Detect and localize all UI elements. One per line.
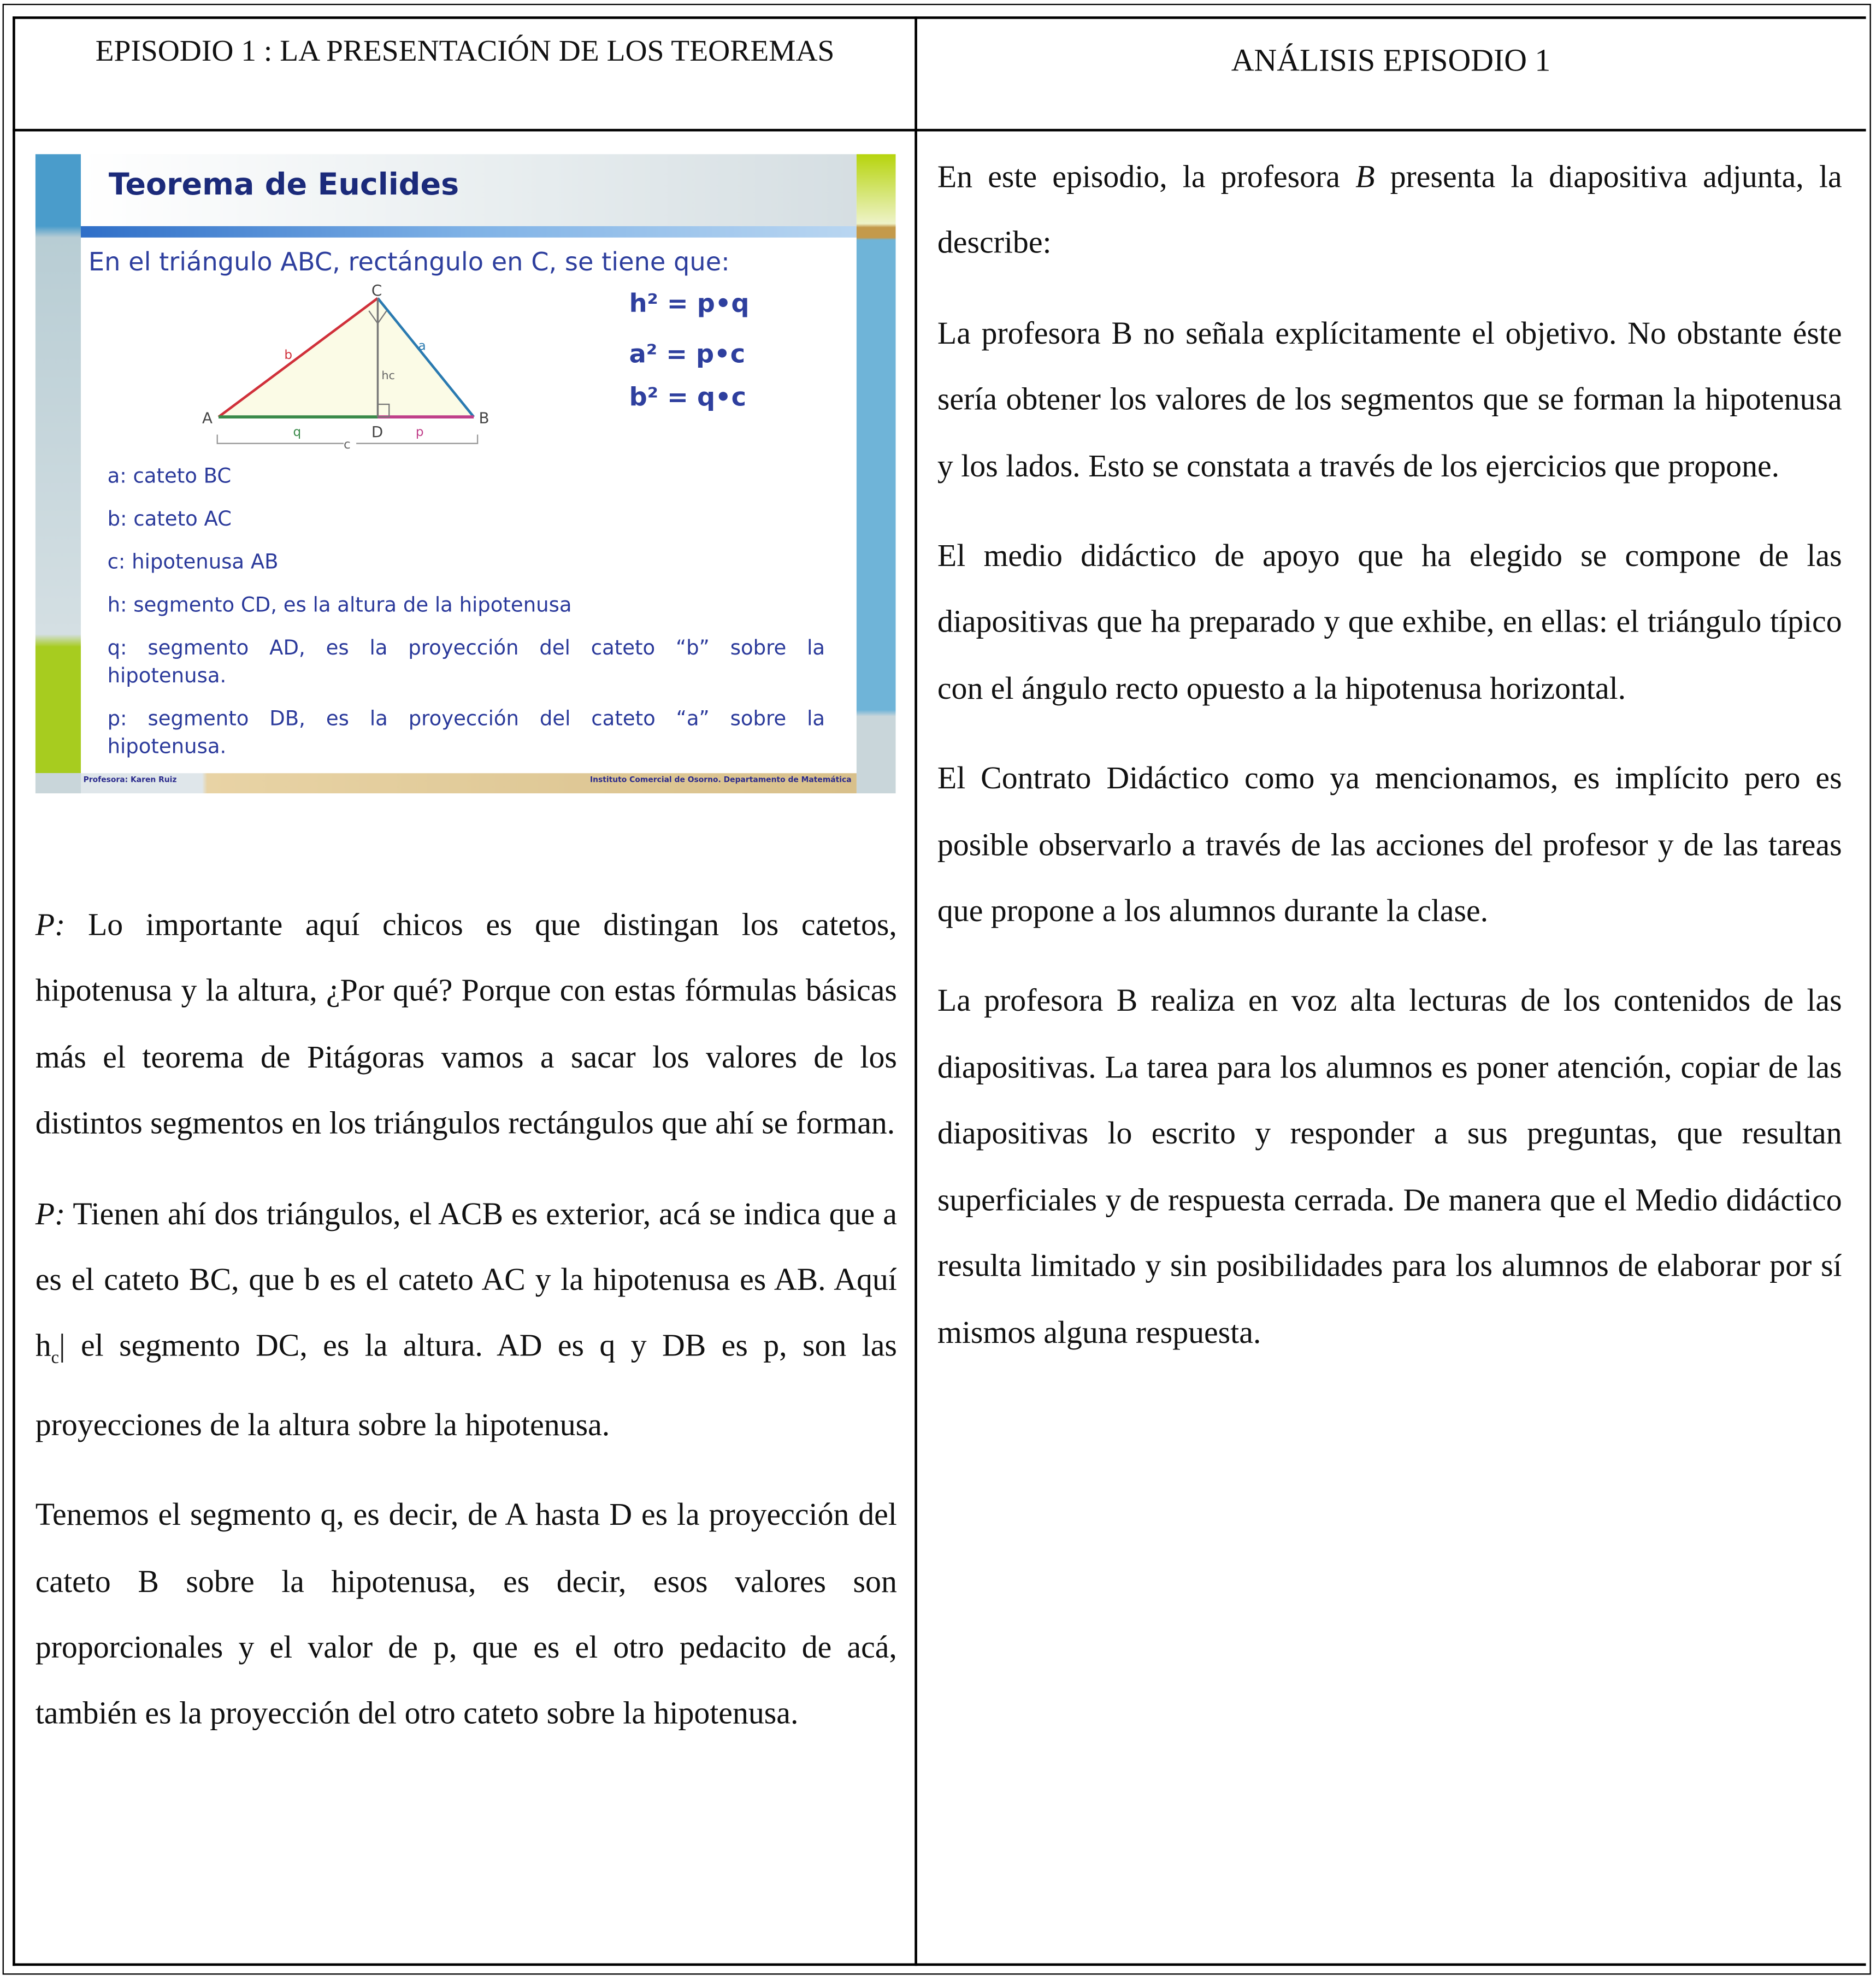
analysis-paragraph-3: El medio didáctico de apoyo que ha elegido se compone de las diapositivas que ha preparado y que exhibe, en ellas: el triángulo típico con el ángulo recto opuesto a la hipotenusa horizontal.	[937, 539, 1842, 706]
transcript-paragraph-3: Tenemos el segmento q, es decir, de A hasta D es la proyección del cateto B sobre la hipotenusa, es decir, esos valores son proporcionales y el valor de p, que es el otro pedacito de acá, también es la proyección del otro cateto sobre la hipotenusa.	[35, 1499, 897, 1732]
label-B: B	[479, 409, 489, 427]
paragraph-text: | el segmento DC, es la altura. AD es q y DB es p, son las proyecciones de la altura sobre la hipotenusa.	[35, 1329, 897, 1443]
paragraph-text: Lo importante aquí chicos es que distingan los catetos, hipotenusa y la altura, ¿Por qué? Porque con estas fórmulas básicas más el teorema de Pitágoras vamos a sacar los valores de los distintos segmentos en los triángulos rectángulos que ahí se forman.	[35, 908, 897, 1141]
paragraph-text: En este episodio, la profesora	[937, 160, 1356, 195]
definition-p: p: segmento DB, es la proyección del cateto “a” sobre la hipotenusa.	[107, 706, 825, 758]
left-column-text	[36, 893, 897, 1772]
definition-a: a: cateto BC	[107, 463, 232, 488]
analysis-paragraph-2: La profesora B no señala explícitamente el objetivo. No obstante éste sería obtener los valores de los segmentos que se forman la hipotenusa y los lados. Esto se constata a través de los ejercicios que propone.	[937, 317, 1842, 484]
paragraph-text: Tienen ahí dos triángulos, el ACB es exterior, acá se indica que a es el cateto BC, que b es el cateto AC y la hipotenusa es AB. Aquí h	[35, 1197, 897, 1364]
slide-footer	[81, 773, 857, 793]
definition-b: b: cateto AC	[107, 506, 232, 531]
definition-q: q: segmento AD, es la proyección del cateto “b” sobre la hipotenusa.	[107, 635, 825, 687]
transcript-paragraph-1	[36, 893, 897, 1158]
formula-b: b² = q•c	[629, 381, 747, 412]
analysis-paragraph-1	[937, 145, 1842, 278]
label-p: p	[415, 424, 424, 439]
label-C: C	[371, 281, 382, 300]
label-q: q	[293, 424, 302, 439]
definition-c: c: hipotenusa AB	[107, 549, 279, 574]
column-divider	[915, 16, 917, 1966]
label-D: D	[371, 423, 384, 441]
label-c: c	[344, 437, 351, 452]
subscript: c	[51, 1349, 60, 1369]
formula-a: a² = p•c	[629, 338, 746, 369]
transcript-paragraph-2	[36, 1182, 897, 1460]
analysis-paragraph-5: La profesora B realiza en voz alta lecturas de los contenidos de las diapositivas. La tarea para los alumnos es poner atención, copiar de las diapositivas lo escrito y responder a sus preguntas, que resultan superficiales y de respuesta cerrada. De manera que el Medio didáctico resulta limitado y sin posibilidades para los alumnos de elaborar por sí mismos alguna respuesta.	[937, 984, 1842, 1350]
label-a: a	[418, 339, 426, 353]
left-header: EPISODIO 1 : LA PRESENTACIÓN DE LOS TEOREMAS	[95, 35, 835, 68]
label-h: hc	[381, 368, 395, 382]
footer-author: Profesora: Karen Ruiz	[83, 775, 177, 785]
formula-h: h² = p•q	[629, 288, 750, 319]
teacher-label: B	[1355, 160, 1375, 195]
label-b: b	[284, 347, 292, 362]
slide-title: Teorema de Euclides	[108, 167, 459, 202]
right-header: ANÁLISIS EPISODIO 1	[1231, 44, 1551, 79]
right-column-text	[937, 145, 1842, 1391]
paragraph-text: presenta la diapositiva adjunta, la describe:	[937, 160, 1842, 261]
triangle-fill	[219, 298, 474, 417]
speaker-label: P:	[35, 1197, 66, 1231]
slide-image	[36, 154, 896, 793]
footer-institution: Instituto Comercial de Osorno. Departamento de Matemática	[589, 775, 852, 785]
speaker-label: P:	[35, 908, 66, 943]
analysis-paragraph-4: El Contrato Didáctico como ya mencionamos, es implícito pero es posible observarlo a través de las acciones del profesor y de las tareas que propone a los alumnos durante la clase.	[937, 762, 1842, 929]
slide-intro: En el triángulo ABC, rectángulo en C, se tiene que:	[88, 246, 730, 277]
definition-h: h: segmento CD, es la altura de la hipotenusa	[107, 592, 572, 617]
label-A: A	[202, 409, 213, 427]
header-divider	[13, 129, 1866, 132]
